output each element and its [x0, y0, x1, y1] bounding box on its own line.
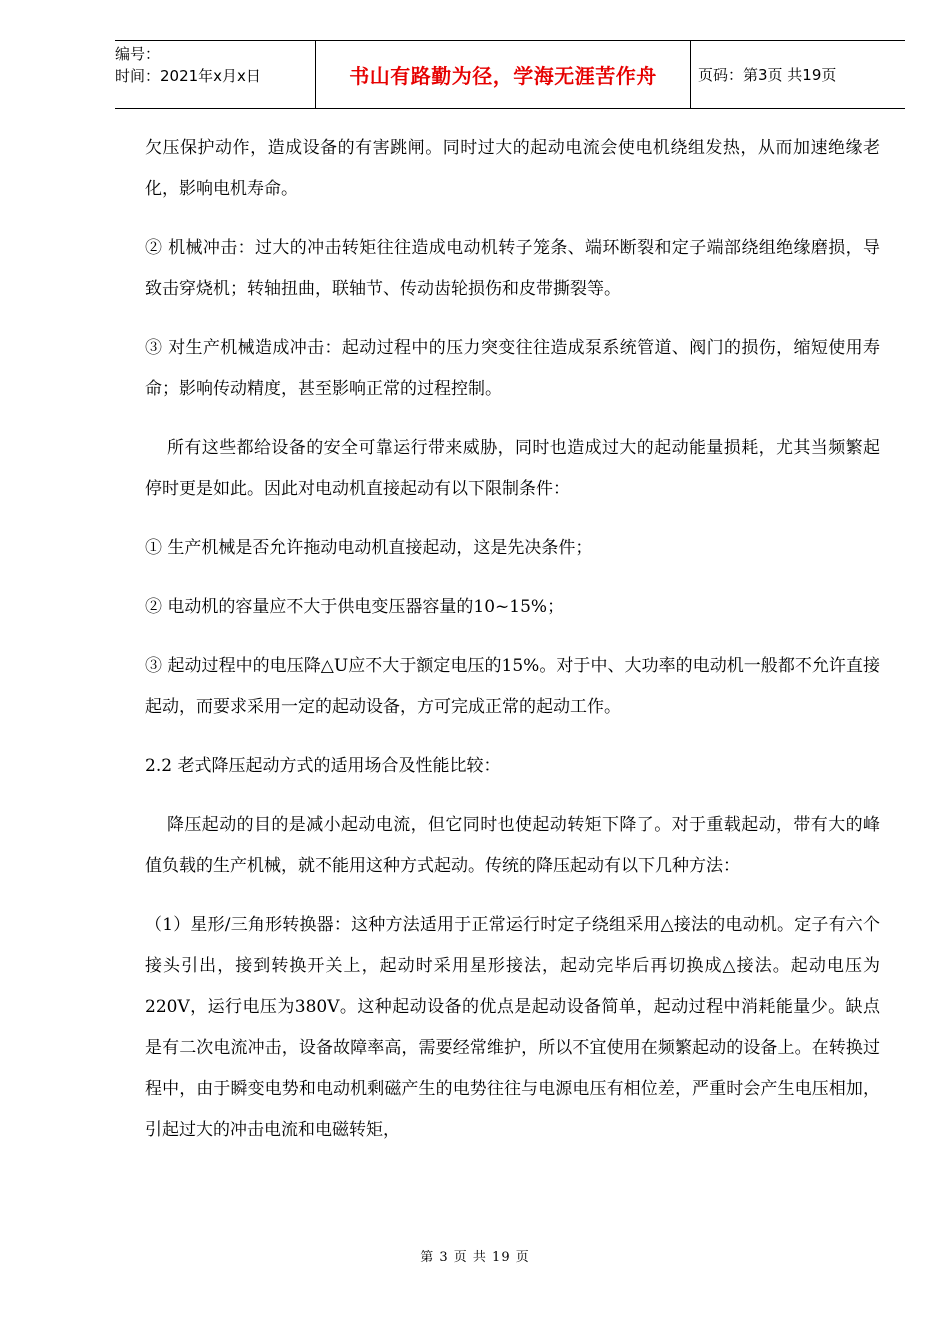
paragraph: 欠压保护动作，造成设备的有害跳闸。同时过大的起动电流会使电机绕组发热，从而加速绝缘老化，影响电机寿命。 [145, 138, 880, 199]
paragraph: ① 生产机械是否允许拖动电动机直接起动，这是先决条件； [145, 538, 593, 558]
paragraph: ③ 对生产机械造成冲击：起动过程中的压力突变往往造成泵系统管道、阀门的损伤，缩短使用寿命；影响传动精度，甚至影响正常的过程控制。 [145, 338, 880, 399]
paragraph: ② 机械冲击：过大的冲击转矩往往造成电动机转子笼条、端环断裂和定子端部绕组绝缘磨损，导致击穿烧机；转轴扭曲，联轴节、传动齿轮损伤和皮带撕裂等。 [145, 238, 880, 299]
page-footer: 第 3 页 共 19 页 [420, 1250, 530, 1265]
paragraph: ③ 起动过程中的电压降△U应不大于额定电压的15%。对于中、大功率的电动机一般都不允许直接起动，而要求采用一定的起动设备，方可完成正常的起动工作。 [145, 656, 880, 717]
page-header [115, 40, 905, 109]
number-label: 编号： [115, 45, 161, 63]
paragraph: ② 电动机的容量应不大于供电变压器容量的10~15%； [145, 597, 565, 617]
time-label: 时间：2021年x月x日 [115, 67, 261, 85]
paragraph: 所有这些都给设备的安全可靠运行带来威胁，同时也造成过大的起动能量损耗，尤其当频繁起停时更是如此。因此对电动机直接起动有以下限制条件： [145, 438, 880, 499]
header-meta [115, 41, 315, 108]
document-body [145, 128, 880, 1151]
paragraph: 降压起动的目的是减小起动电流，但它同时也使起动转矩下降了。对于重载起动，带有大的峰值负载的生产机械，就不能用这种方式起动。传统的降压起动有以下几种方法： [145, 815, 880, 876]
motto: 书山有路勤为径，学海无涯苦作舟 [349, 64, 657, 88]
header-motto-cell [315, 41, 691, 108]
section-heading: 2.2 老式降压起动方式的适用场合及性能比较： [145, 756, 501, 776]
paragraph: （1）星形/三角形转换器：这种方法适用于正常运行时定子绕组采用△接法的电动机。定子有六个接头引出，接到转换开关上，起动时采用星形接法，起动完毕后再切换成△接法。起动电压为220V，运行电压为380V。这种起动设备的优点是起动设备简单，起动过程中消耗能量少。缺点是有二次电流冲击，设备故障率高，需要经常维护，所以不宜使用在频繁起动的设备上。在转换过程中，由于瞬变电势和电动机剩磁产生的电势往往与电源电压有相位差，严重时会产生电压相加，引起过大的冲击电流和电磁转矩， [145, 915, 880, 1140]
page-info: 页码：第3页 共19页 [698, 66, 837, 84]
header-page-info [690, 41, 913, 108]
